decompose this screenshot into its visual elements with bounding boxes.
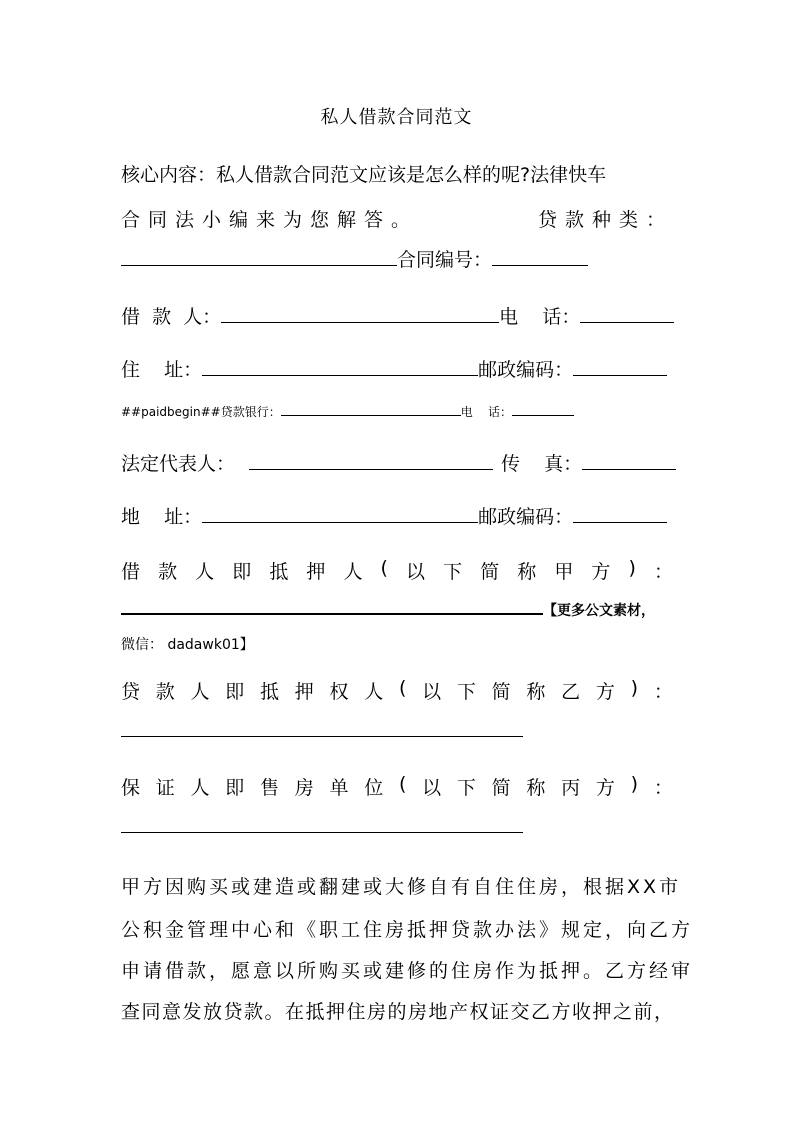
address2-blank[interactable] [202,521,478,523]
party-a-char: ( [380,557,388,579]
body-paragraph-line-1: 甲方因购买或建造或翻建或大修自有自住住房，根据XX市 [121,876,682,898]
contract-number-label: 合同编号： [397,249,493,271]
party-a-char: 人 [343,561,363,583]
party-a-char: 抵 [269,561,289,583]
party-b-char: 以 [422,681,442,703]
party-b-char: 称 [526,681,546,703]
party-a-blank[interactable] [121,612,543,615]
body-paragraph-line-4: 查同意发放贷款。在抵押住房的房地产权证交乙方收押之前， [121,1001,675,1023]
party-a-char: 简 [480,561,500,583]
legal-rep-label: 法定代表人： [121,453,236,475]
party-b-char: 贷 [121,681,141,703]
loan-type-blank[interactable] [121,264,397,266]
party-a-char: 甲 [554,561,574,583]
party-a-char: 押 [306,561,326,583]
lender-phone-label: 电 话： [460,405,512,419]
party-c-char: 位 [364,777,384,799]
lender-bank-blank[interactable] [281,414,461,416]
loan-type-label: 贷款种类： [537,209,673,231]
borrower-blank[interactable] [221,321,499,323]
party-b-char: 款 [155,681,175,703]
party-a-char: 以 [406,561,426,583]
address2-row [121,502,673,529]
party-b-char: ( [399,677,407,699]
party-a-char: 即 [232,561,252,583]
intro-line-2 [121,205,673,232]
document-title: 私人借款合同范文 [320,107,473,128]
fax-blank[interactable] [582,468,676,470]
party-c-char: 丙 [561,777,581,799]
postcode-blank[interactable] [573,374,667,376]
party-b-char: 即 [225,681,245,703]
party-b-char: 方 [595,681,615,703]
fax-label: 传 真： [501,453,583,475]
party-b-char: 人 [364,681,384,703]
lender-bank-row [121,403,673,420]
borrower-phone-blank[interactable] [580,321,674,323]
party-c-char: 房 [294,777,314,799]
party-a-blank-row [121,600,673,620]
party-b-char: 简 [491,681,511,703]
legal-rep-blank[interactable] [249,468,493,470]
party-c-char: 售 [260,777,280,799]
party-a-char: 借 [121,561,141,583]
party-a-char: 人 [195,561,215,583]
address-blank[interactable] [202,374,478,376]
party-b-char: 下 [456,681,476,703]
postcode-label: 邮政编码： [478,359,574,381]
legal-rep-row [121,449,673,476]
party-c-char: ： [653,777,673,799]
postcode2-label: 邮政编码： [478,506,574,528]
promo-text-line2: 微信： dadawk01】 [121,637,254,653]
promo-text: 【更多公文素材， [543,603,655,619]
party-a-char: 称 [517,561,537,583]
borrower-label: 借 款 人： [121,306,222,328]
party-c-char: 证 [155,777,175,799]
party-c-char: ) [630,773,639,795]
party-b-heading [121,677,673,704]
party-a-char: 款 [158,561,178,583]
party-b-char: ： [653,681,673,703]
party-a-char: ： [653,561,673,583]
party-c-char: 下 [456,777,476,799]
body-paragraph-line-2: 公积金管理中心和《职工住房抵押贷款办法》规定，向乙方 [121,919,694,941]
party-a-char: ) [628,557,636,579]
party-c-char: 方 [595,777,615,799]
party-c-char: ( [399,773,407,795]
contract-number-blank[interactable] [492,264,588,266]
party-a-heading [121,557,673,584]
body-paragraph-line-3: 申请借款，愿意以所购买或建修的住房作为抵押。乙方经审 [121,960,694,982]
party-b-char: 抵 [260,681,280,703]
address-row [121,355,673,382]
borrower-phone-label: 电 话： [499,306,581,328]
party-c-char: 保 [121,777,141,799]
address-label: 住 址： [121,359,203,381]
party-c-char: 单 [329,777,349,799]
borrower-row [121,302,673,329]
party-c-heading [121,773,673,800]
party-c-blank-row [121,818,673,837]
party-b-char: 权 [329,681,349,703]
lender-phone-blank[interactable] [512,414,574,416]
postcode2-blank[interactable] [573,521,667,523]
party-b-blank[interactable] [121,735,523,737]
party-a-char: 下 [443,561,463,583]
party-c-char: 人 [190,777,210,799]
party-b-char: 人 [190,681,210,703]
party-b-char: ) [630,677,639,699]
contract-number-row [121,245,673,272]
party-b-char: 乙 [561,681,581,703]
lender-bank-label: ##paidbegin##贷款银行： [121,405,281,419]
party-c-char: 称 [526,777,546,799]
address2-label: 地 址： [121,506,203,528]
party-b-char: 押 [294,681,314,703]
intro-editor-text: 合同法小编来为您解答。 [121,209,419,231]
party-c-char: 简 [491,777,511,799]
party-c-char: 即 [225,777,245,799]
party-b-blank-row [121,722,673,741]
party-a-char: 方 [591,561,611,583]
party-c-blank[interactable] [121,831,523,833]
party-c-char: 以 [422,777,442,799]
intro-line-1: 核心内容：私人借款合同范文应该是怎么样的呢?法律快车 [121,164,607,186]
